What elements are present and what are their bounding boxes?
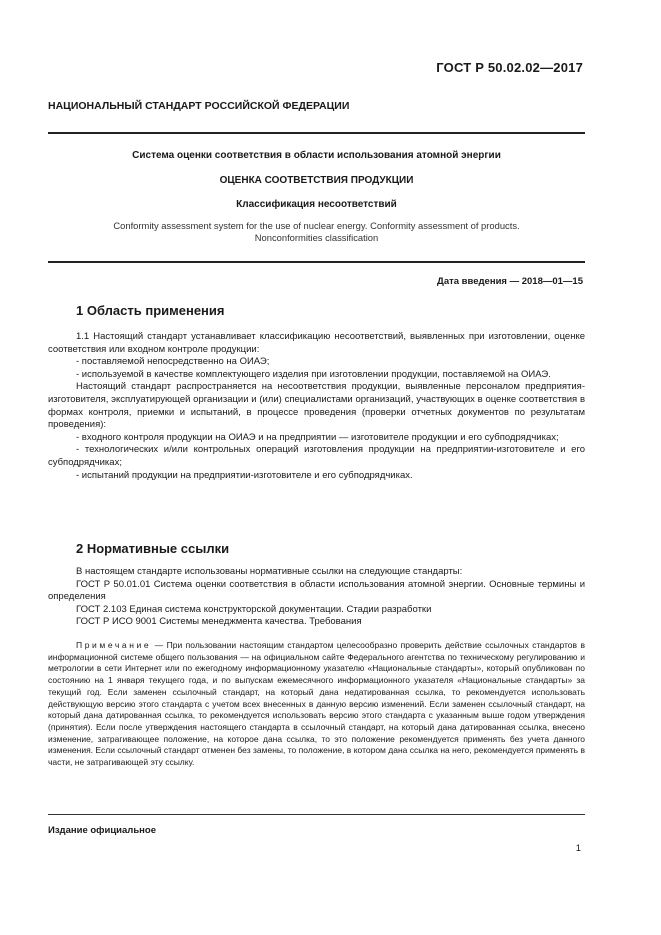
section-1-heading: 1 Область применения: [76, 303, 225, 318]
section-2-heading: 2 Нормативные ссылки: [76, 541, 230, 556]
list-item: - поставляемой непосредственно на ОИАЭ;: [76, 356, 270, 368]
page-number: 1: [575, 843, 581, 854]
official-edition: Издание официальное: [48, 825, 156, 836]
reference-item: ГОСТ Р 50.01.01 Система оценки соответствия в области использования атомной энергии. Основные термины и определения: [48, 578, 585, 603]
paragraph: В настоящем стандарте использованы нормативные ссылки на следующие стандарты:: [76, 566, 463, 577]
section-2-note: [48, 640, 585, 769]
section-1-body: [48, 331, 585, 482]
footer-divider: [48, 814, 585, 815]
paragraph: 1.1 Настоящий стандарт устанавливает классификацию несоответствий, выявленных при изготовлении, оценке соответствия или входном контроле продукции:: [48, 331, 585, 355]
note-text: — При пользовании настоящим стандартом целесообразно проверить действие ссылочных стандартов в информационной системе общего пользования — на официальном сайте Федерального агентства по техническому регулированию и метрологии в сети Интернет или по ежегодному информационному указателю «Национальные стандарты», который опубликован по состоянию на 1 января текущего года, и по выпускам ежемесячного информационного указателя «Национальные стандарты» за текущий год. Если заменен ссылочный стандарт, на который дана недатированная ссылка, то рекомендуется использовать действующую версию этого стандарта с учетом всех внесенных в данную версию изменений. Если заменен ссылочный стандарт, на который дана датированная ссылка, то рекомендуется использовать версию этого стандарта с указанным выше годом утверждения (принятия). Если после утверждения настоящего стандарта в ссылочный стандарт, на который дана датированная ссылка, внесено изменение, затрагивающее положение, на которое дана ссылка, то это положение рекомендуется применять без учета данного изменения. Если ссылочный стандарт отменен без замены, то положение, в котором дана ссылка на него, рекомендуется применять в части, не затрагивающей эту ссылку.: [48, 640, 585, 768]
intro-date: Дата введения — 2018—01—15: [437, 276, 583, 287]
reference-item: ГОСТ Р ИСО 9001 Системы менеджмента качества. Требования: [76, 616, 362, 628]
note-label: Примечание: [76, 640, 152, 650]
header-divider: [48, 132, 585, 134]
title-sub: Классификация несоответствий: [236, 199, 397, 210]
list-item: - технологических и/или контрольных операций изготовления продукции на предприятии-изготовителе и его субподрядчиках;: [48, 444, 585, 468]
title-system: Система оценки соответствия в области использования атомной энергии: [132, 150, 501, 161]
reference-item: ГОСТ 2.103 Единая система конструкторской документации. Стадии разработки: [76, 603, 432, 615]
title-english: Conformity assessment system for the use of nuclear energy. Conformity assessment of products. Nonconformities classification: [113, 220, 520, 243]
list-item: - испытаний продукции на предприятии-изготовителе и его субподрядчиках.: [76, 469, 413, 481]
section-2-body: [48, 566, 585, 629]
list-item: - используемой в качестве комплектующего изделия при изготовлении продукции, поставляемой на ОИАЭ.: [76, 368, 551, 380]
paragraph: Настоящий стандарт распространяется на несоответствия продукции, выявленные персоналом предприятия-изготовителя, эксплуатирующей организации и (или) специалистами организаций, участвующих в оценке соответствия в формах контроля, приемки и испытаний, в процессе проведения (проверки отчетных документов по результатам проведения):: [48, 381, 585, 431]
standard-code: ГОСТ Р 50.02.02—2017: [436, 60, 583, 75]
national-standard-banner: НАЦИОНАЛЬНЫЙ СТАНДАРТ РОССИЙСКОЙ ФЕДЕРАЦИИ: [48, 100, 350, 112]
title-divider: [48, 261, 585, 263]
title-main: ОЦЕНКА СООТВЕТСТВИЯ ПРОДУКЦИИ: [219, 175, 414, 186]
list-item: - входного контроля продукции на ОИАЭ и на предприятии — изготовителе продукции и его субподрядчиках;: [76, 431, 559, 443]
